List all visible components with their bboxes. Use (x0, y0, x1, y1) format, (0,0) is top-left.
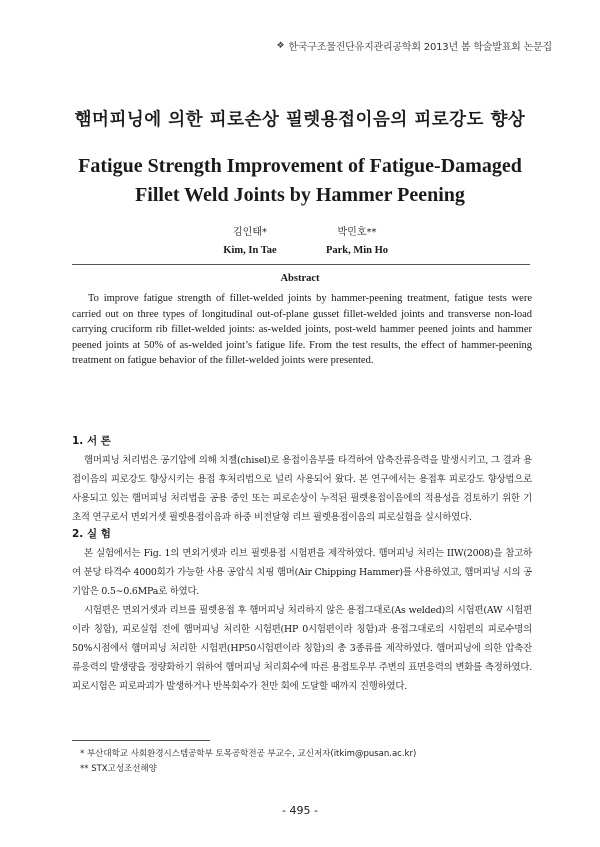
abstract-body: To improve fatigue strength of fillet-welded joints by hammer-peening treatment, fatigue tests were carried out on three types of longitudinal out-of-plane gusset fillet-welded joints and transverse non-load carrying cruciform rib fillet-welded joints: as-welded joints, post-weld hammer peened joints and hammer peened joints at 50% of as-welded joint’s fatigue life. From the test results, the effect of hammer-peening treatment on fatigue behavior of the fillet-welded joints were presented. (72, 293, 532, 367)
footnote-1: * 부산대학교 사회환경시스템공학부 토목공학전공 부교수, 교신저자(itkim@pusan.ac.kr) (80, 749, 417, 759)
section-heading-intro: 1. 서 론 (72, 435, 111, 447)
page-number: - 495 - (282, 804, 318, 817)
footnote-2: ** STX고성조선해양 (80, 764, 157, 774)
title-divider (72, 264, 530, 265)
author-2-name-ko: 박민호** (337, 227, 377, 238)
section-heading-experiment: 2. 실 험 (72, 528, 111, 540)
header-text: 한국구조물진단유지관리공학회 2013년 봄 학술발표회 논문집 (288, 42, 552, 53)
author-2 (312, 224, 402, 260)
intro-paragraph: 햄머피닝 처리법은 공기압에 의해 치젤(chisel)로 용접이음부를 타격하여 압축잔류응력을 발생시키고, 그 결과 용접이음의 피로강도 향상시키는 용접 후처리법으로 널리 사용되어 왔다. 본 연구에서는 용접후 피로강도 향상법으로 사용되고 있는 햄머피닝 처리법을 공용 중인 또는 피로손상이 누적된 필렛용접이음에의 적용성을 검토하기 위한 기초적 연구로서 면외거셋 필렛용접이음과 하중 비전달형 리브 필렛용접이음의 피로실험을 실시하였다. (72, 455, 532, 523)
running-header (277, 38, 552, 53)
title-korean: 햄머피닝에 의한 피로손상 필렛용접이음의 피로강도 향상 (74, 110, 526, 130)
author-1-name-ko: 김인태* (233, 227, 267, 238)
author-2-name-en: Park, Min Ho (325, 245, 389, 256)
title-english: Fatigue Strength Improvement of Fatigue-Damaged Fillet Weld Joints by Hammer Peening (78, 155, 522, 206)
diamond-bullet-icon: ❖ (276, 40, 285, 51)
author-1 (210, 224, 290, 260)
footnote-divider (72, 740, 210, 741)
author-1-name-en: Kim, In Tae (223, 245, 277, 256)
experiment-paragraph-1: 본 실험에서는 Fig. 1의 면외거셋과 리브 필렛용접 시험편을 제작하였다. 햄머피닝 처리는 IIW(2008)을 참고하여 분당 타격수 4000회가 가능한 사용 공압식 치핑 햄머(Air Chipping Hammer)를 사용하였고, 햄머피닝 시의 공기압은 0.5∼0.6MPa로 하였다. (72, 548, 532, 597)
experiment-paragraph-2: 시험편은 면외거셋과 리브를 필렛용접 후 햄머피닝 처리하지 않은 용접그대로(As welded)의 시험편(AW 시험편이라 칭함), 피로실험 전에 햄머피닝 처리한 시험편(HP 0시험편이라 칭함)과 용접그대로의 시험편의 피로수명의 50%시점에서 햄머피닝 처리한 시험편(HP50시험편이라 칭함)의 총 3종류를 제작하였다. 햄머피닝에 의한 압축잔류응력의 발생량을 정량화하기 위하여 햄머피닝 처리회수에 따른 용접토우부 주변의 표면응력의 변화를 측정하였다. 피로시험은 피로파괴가 발생하거나 반복회수가 천만 회에 도달할 때까지 진행하였다. (72, 605, 532, 692)
abstract-heading: Abstract (280, 273, 320, 284)
